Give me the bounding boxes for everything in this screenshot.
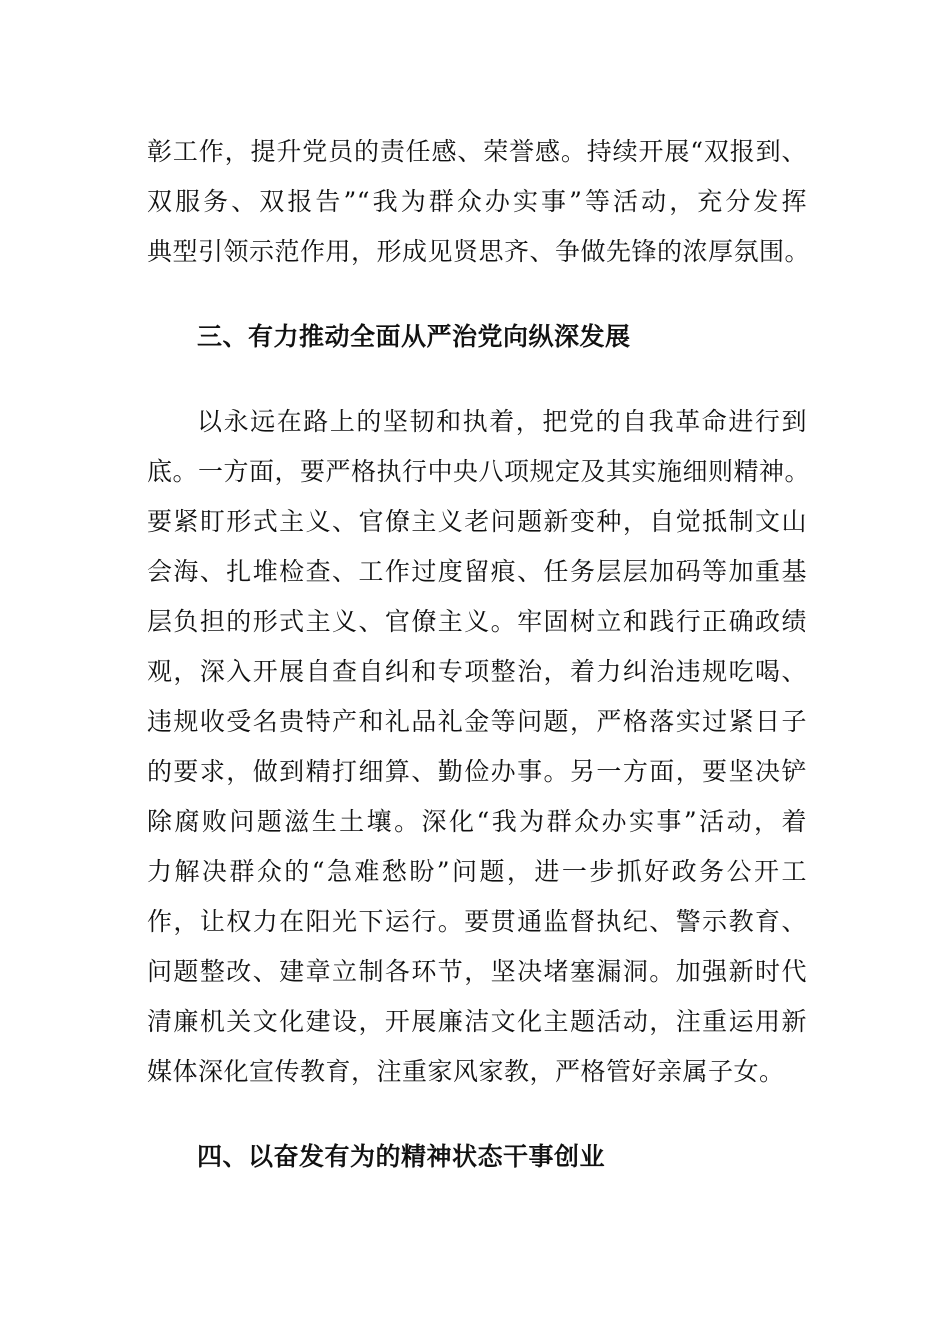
paragraph-line: 力解决群众的“急难愁盼”问题，进一步抓好政务公开工 [147,857,807,886]
paragraph-line: 媒体深化宣传教育，注重家风家教，严格管好亲属子女。 [147,1057,785,1086]
paragraph-line: 以永远在路上的坚韧和执着，把党的自我革命进行到 [197,407,807,436]
paragraph-line: 底。一方面，要严格执行中央八项规定及其实施细则精神。 [147,457,811,486]
paragraph-line: 观，深入开展自查自纠和专项整治，着力纠治违规吃喝、 [147,657,807,686]
paragraph-line: 彰工作，提升党员的责任感、荣誉感。持续开展“双报到、 [147,137,807,166]
paragraph-line: 层负担的形式主义、官僚主义。牢固树立和践行正确政绩 [147,607,807,636]
paragraph-line: 双服务、双报告”“我为群众办实事”等活动，充分发挥 [147,187,807,216]
paragraph-line: 问题整改、建章立制各环节，坚决堵塞漏洞。加强新时代 [147,957,807,986]
paragraph-continued [147,127,811,277]
paragraph-line: 清廉机关文化建设，开展廉洁文化主题活动，注重运用新 [147,1007,807,1036]
paragraph-line: 的要求，做到精打细算、勤俭办事。另一方面，要坚决铲 [147,757,807,786]
paragraph-line: 要紧盯形式主义、官僚主义老问题新变种，自觉抵制文山 [147,507,807,536]
paragraph-line: 典型引领示范作用，形成见贤思齐、争做先锋的浓厚氛围。 [147,237,811,266]
section-three-body [147,397,811,1097]
paragraph-line: 作，让权力在阳光下运行。要贯通监督执纪、警示教育、 [147,907,807,936]
paragraph-line: 会海、扎堆检查、工作过度留痕、任务层层加码等加重基 [147,557,807,586]
paragraph-line: 违规收受名贵特产和礼品礼金等问题，严格落实过紧日子 [147,707,807,736]
paragraph-line: 除腐败问题滋生土壤。深化“我为群众办实事”活动，着 [147,807,807,836]
section-three-heading: 三、有力推动全面从严治党向纵深发展 [197,322,631,351]
section-four-heading: 四、以奋发有为的精神状态干事创业 [197,1142,606,1171]
